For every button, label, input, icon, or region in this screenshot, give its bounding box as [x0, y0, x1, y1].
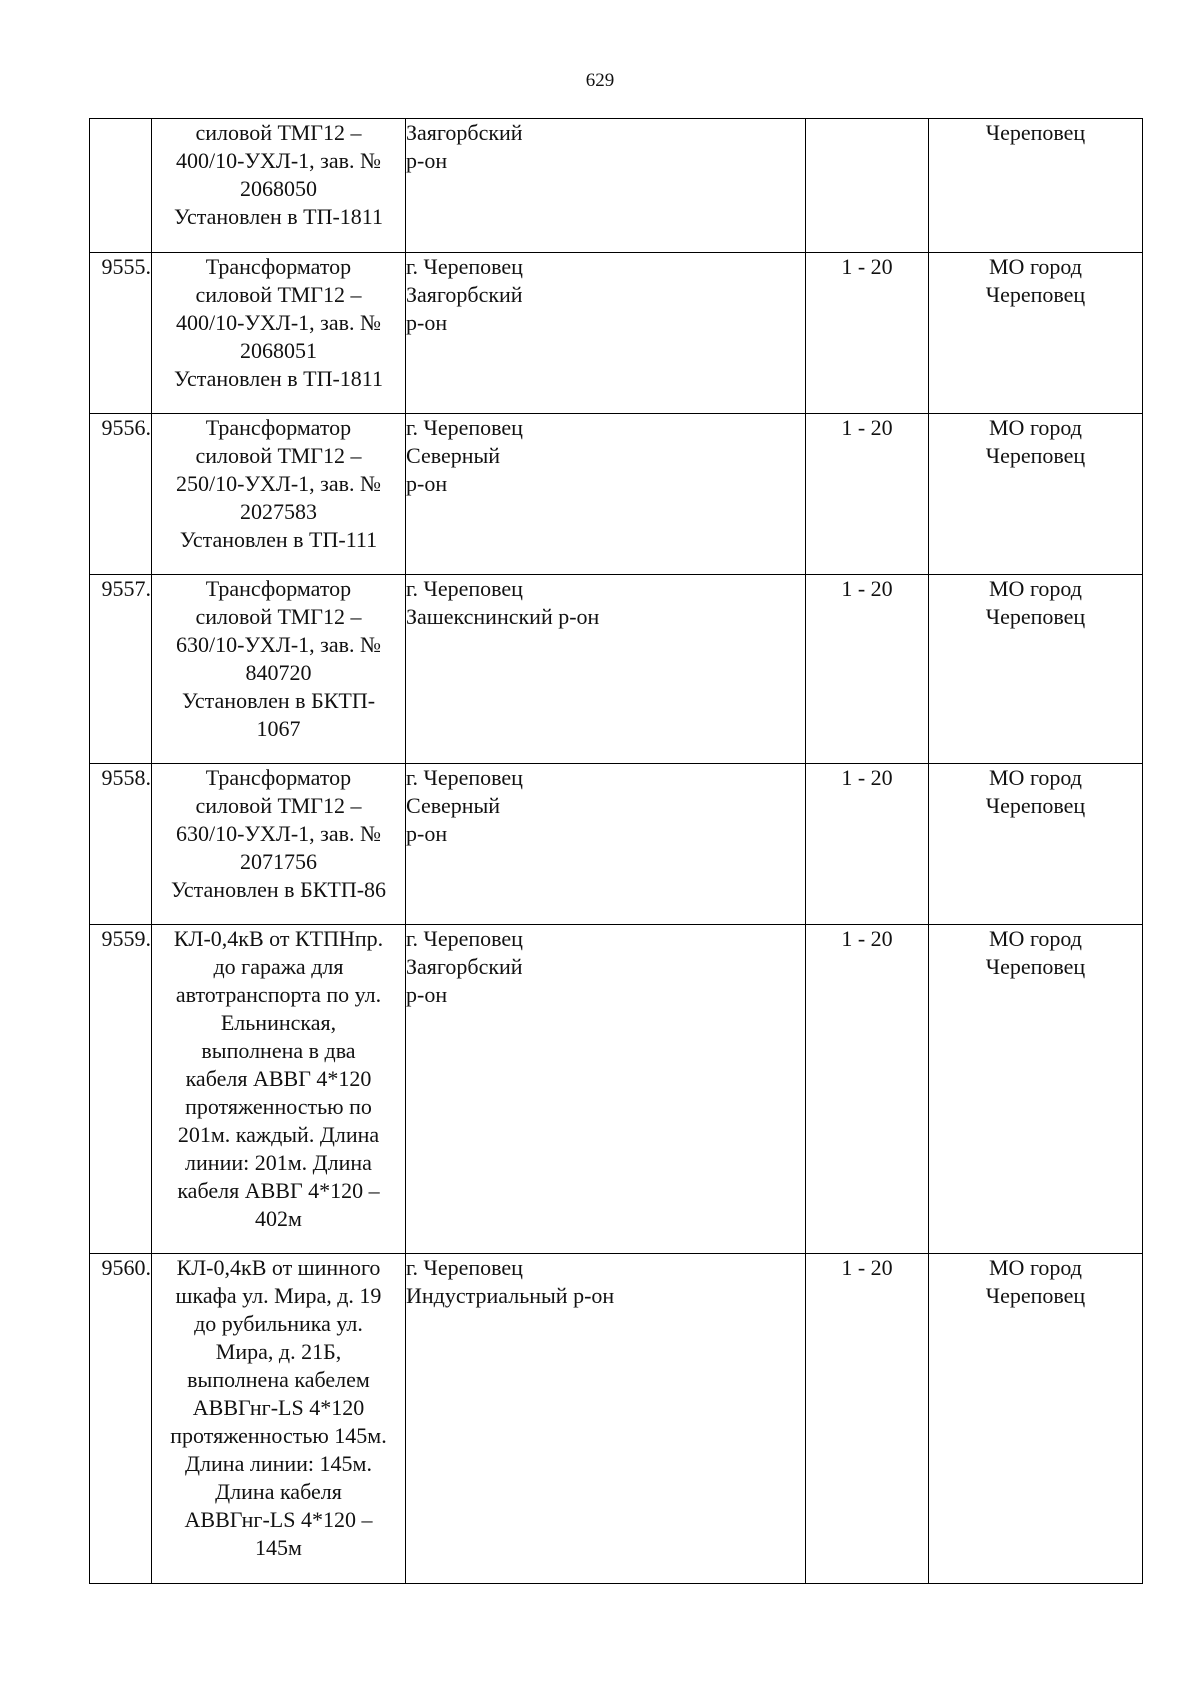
item-number-cell — [90, 925, 152, 1254]
item-address-line: г. Череповец — [406, 254, 523, 279]
item-number-cell — [90, 253, 152, 414]
item-name-line: линии: 201м. Длина — [185, 1150, 372, 1175]
item-address-line: Индустриальный р-он — [406, 1283, 615, 1308]
item-name-line: Трансформатор — [205, 765, 352, 790]
item-term-cell — [806, 119, 929, 253]
registry-body — [90, 119, 1143, 1584]
item-name-line: Длина кабеля — [215, 1479, 342, 1504]
item-name-line: 2027583 — [240, 499, 317, 524]
item-owner-line: Череповец — [985, 793, 1086, 818]
item-name-line: 840720 — [245, 660, 312, 685]
item-name-line: Установлен в ТП-1811 — [174, 366, 383, 391]
item-name-line: протяженностью по — [185, 1094, 372, 1119]
item-number: 9560. — [101, 1255, 151, 1280]
item-name-line: Длина линии: 145м. — [185, 1451, 372, 1476]
item-address-cell — [406, 1254, 806, 1584]
item-name-line: 2068050 — [240, 176, 317, 201]
item-address-cell — [406, 925, 806, 1254]
item-owner-line: Череповец — [985, 282, 1086, 307]
table-row — [90, 575, 1143, 764]
item-address-line: р-он — [406, 471, 448, 496]
item-name-line: 402м — [255, 1206, 302, 1231]
item-number-cell — [90, 764, 152, 925]
item-owner-line: МО город — [989, 926, 1082, 951]
item-term: 1 - 20 — [841, 926, 893, 951]
item-name-line: АВВГнг-LS 4*120 – — [184, 1507, 373, 1532]
item-name-cell — [152, 253, 406, 414]
item-name-line: Трансформатор — [205, 415, 352, 440]
table-row — [90, 764, 1143, 925]
item-number-cell — [90, 575, 152, 764]
item-address-line: р-он — [406, 982, 448, 1007]
item-term: 1 - 20 — [841, 415, 893, 440]
item-term-cell — [806, 414, 929, 575]
item-address-cell — [406, 575, 806, 764]
item-name-line: 250/10-УХЛ-1, зав. № — [176, 471, 381, 496]
item-owner-cell — [929, 119, 1143, 253]
item-name-line: кабеля АВВГ 4*120 — [185, 1066, 372, 1091]
item-name-line: силовой ТМГ12 – — [195, 604, 362, 629]
table-row — [90, 414, 1143, 575]
item-address-line: Заягорбский — [406, 120, 523, 145]
item-owner-line: Череповец — [985, 443, 1086, 468]
item-name-line: выполнена в два — [201, 1038, 356, 1063]
item-name-line: Трансформатор — [205, 576, 352, 601]
item-number: 9556. — [101, 415, 151, 440]
item-address-line: г. Череповец — [406, 1255, 523, 1280]
item-owner-cell — [929, 764, 1143, 925]
item-name-cell — [152, 414, 406, 575]
page-number: 629 — [585, 70, 615, 91]
item-address-line: Зашекснинский р-он — [406, 604, 600, 629]
item-address-line: г. Череповец — [406, 765, 523, 790]
item-name-line: Установлен в БКТП-86 — [170, 877, 387, 902]
item-number: 9558. — [101, 765, 151, 790]
item-address-cell — [406, 253, 806, 414]
item-address-line: р-он — [406, 148, 448, 173]
item-name-line: Ельнинская, — [220, 1010, 337, 1035]
item-number: 9557. — [101, 576, 151, 601]
item-name-line: 400/10-УХЛ-1, зав. № — [176, 148, 381, 173]
item-address-line: Заягорбский — [406, 282, 523, 307]
item-name-line: АВВГнг-LS 4*120 — [192, 1395, 365, 1420]
item-number-cell — [90, 1254, 152, 1584]
item-name-line: Установлен в ТП-111 — [179, 527, 378, 552]
item-owner-line: МО город — [989, 765, 1082, 790]
item-name-line: протяженностью 145м. — [170, 1423, 387, 1448]
item-term: 1 - 20 — [841, 765, 893, 790]
item-name-line: до гаража для — [213, 954, 344, 979]
item-name-line: автотранспорта по ул. — [175, 982, 382, 1007]
item-owner-cell — [929, 1254, 1143, 1584]
item-name-line: кабеля АВВГ 4*120 – — [177, 1178, 380, 1203]
item-term-cell — [806, 1254, 929, 1584]
item-address-line: Северный — [406, 443, 501, 468]
item-owner-line: Череповец — [985, 604, 1086, 629]
item-name-line: силовой ТМГ12 – — [195, 793, 362, 818]
item-name-line: КЛ-0,4кВ от КТПНпр. — [173, 926, 384, 951]
item-owner-line: МО город — [989, 576, 1082, 601]
item-owner-line: МО город — [989, 254, 1082, 279]
item-name-line: 400/10-УХЛ-1, зав. № — [176, 310, 381, 335]
item-name-line: до рубильника ул. — [194, 1311, 363, 1336]
item-address-cell — [406, 119, 806, 253]
item-name-line: 201м. каждый. Длина — [177, 1122, 380, 1147]
item-name-line: силовой ТМГ12 – — [195, 282, 362, 307]
item-address-cell — [406, 414, 806, 575]
item-address-line: р-он — [406, 310, 448, 335]
item-name-cell — [152, 1254, 406, 1584]
item-owner-cell — [929, 925, 1143, 1254]
item-name-line: 630/10-УХЛ-1, зав. № — [176, 632, 381, 657]
registry-table — [89, 118, 1143, 1584]
item-name-line: силовой ТМГ12 – — [195, 120, 362, 145]
item-name-line: 2071756 — [240, 849, 317, 874]
item-owner-line: Череповец — [985, 1283, 1086, 1308]
item-term: 1 - 20 — [841, 254, 893, 279]
item-name-cell — [152, 119, 406, 253]
item-name-line: 1067 — [256, 716, 301, 741]
item-number-cell — [90, 119, 152, 253]
table-row — [90, 119, 1143, 253]
item-term-cell — [806, 764, 929, 925]
item-owner-line: МО город — [989, 415, 1082, 440]
item-number: 9555. — [101, 254, 151, 279]
item-address-line: г. Череповец — [406, 926, 523, 951]
item-name-line: Установлен в ТП-1811 — [174, 204, 383, 229]
item-name-line: КЛ-0,4кВ от шинного — [176, 1255, 381, 1280]
item-owner-cell — [929, 414, 1143, 575]
item-name-line: Мира, д. 21Б, — [215, 1339, 342, 1364]
item-name-cell — [152, 575, 406, 764]
item-name-line: 2068051 — [240, 338, 317, 363]
item-term: 1 - 20 — [841, 576, 893, 601]
item-term-cell — [806, 253, 929, 414]
item-name-line: Трансформатор — [205, 254, 352, 279]
item-address-line: г. Череповец — [406, 415, 523, 440]
item-name-line: выполнена кабелем — [187, 1367, 370, 1392]
item-name-cell — [152, 764, 406, 925]
item-address-cell — [406, 764, 806, 925]
table-row — [90, 253, 1143, 414]
item-name-line: шкафа ул. Мира, д. 19 — [175, 1283, 382, 1308]
table-row — [90, 925, 1143, 1254]
item-name-line: силовой ТМГ12 – — [195, 443, 362, 468]
item-name-line: Установлен в БКТП- — [181, 688, 376, 713]
item-owner-cell — [929, 575, 1143, 764]
item-number-cell — [90, 414, 152, 575]
item-owner-line: Череповец — [985, 954, 1086, 979]
item-name-line: 145м — [255, 1535, 302, 1560]
item-number: 9559. — [101, 926, 151, 951]
item-term-cell — [806, 925, 929, 1254]
item-owner-line: МО город — [989, 1255, 1082, 1280]
item-address-line: р-он — [406, 821, 448, 846]
item-owner-cell — [929, 253, 1143, 414]
item-term-cell — [806, 575, 929, 764]
item-owner-line: Череповец — [985, 120, 1086, 145]
item-address-line: г. Череповец — [406, 576, 523, 601]
item-address-line: Северный — [406, 793, 501, 818]
item-term: 1 - 20 — [841, 1255, 893, 1280]
item-name-line: 630/10-УХЛ-1, зав. № — [176, 821, 381, 846]
table-row — [90, 1254, 1143, 1584]
item-name-cell — [152, 925, 406, 1254]
item-address-line: Заягорбский — [406, 954, 523, 979]
